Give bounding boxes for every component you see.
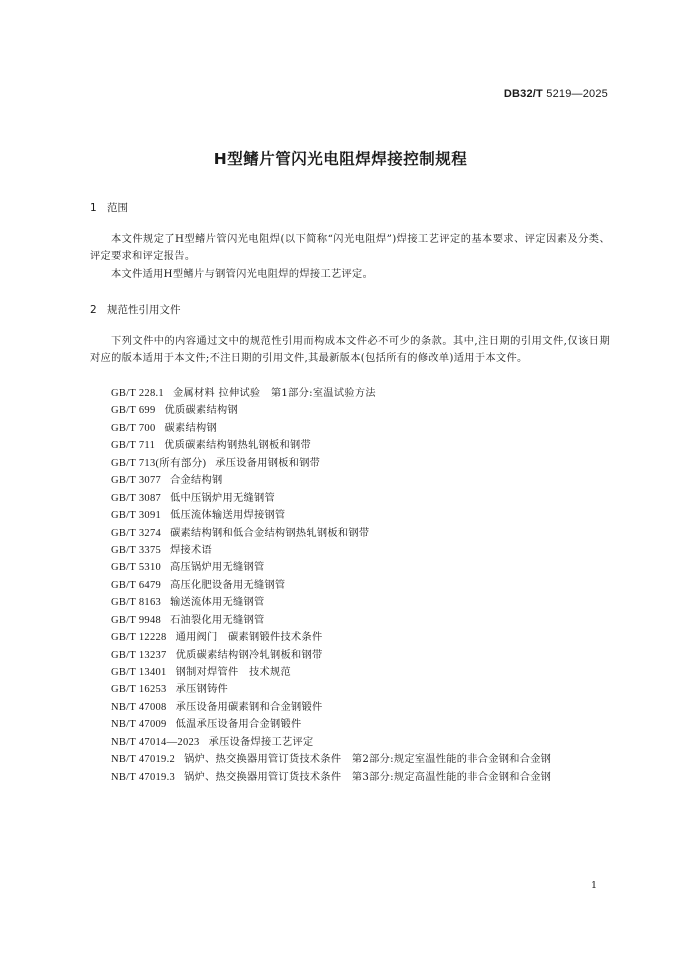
reference-code: GB/T 3091 bbox=[111, 510, 162, 522]
section-1-title: 范围 bbox=[107, 202, 128, 214]
reference-code: GB/T 3375 bbox=[111, 544, 162, 556]
reference-item bbox=[111, 734, 551, 751]
reference-title: 石油裂化用无缝钢管 bbox=[170, 614, 265, 626]
reference-item bbox=[111, 751, 551, 768]
reference-item bbox=[111, 716, 551, 733]
reference-item bbox=[111, 420, 551, 437]
reference-item bbox=[111, 664, 551, 681]
reference-code: NB/T 47009 bbox=[111, 719, 167, 731]
reference-item bbox=[111, 507, 551, 524]
reference-item bbox=[111, 402, 551, 419]
document-code-prefix: DB32/T bbox=[503, 88, 543, 100]
reference-code: GB/T 699 bbox=[111, 405, 156, 417]
reference-title: 金属材料 拉伸试验 第1部分:室温试验方法 bbox=[172, 388, 376, 399]
reference-code: NB/T 47019.2 bbox=[111, 754, 176, 766]
reference-item bbox=[111, 472, 551, 489]
reference-title: 优质碳素结构钢冷轧钢板和钢带 bbox=[175, 649, 323, 661]
normative-reference-list bbox=[111, 385, 551, 786]
reference-item bbox=[111, 594, 551, 611]
reference-code: GB/T 8163 bbox=[111, 597, 162, 609]
section-2-title: 规范性引用文件 bbox=[107, 304, 181, 316]
reference-title: 低压流体输送用焊接钢管 bbox=[170, 510, 286, 522]
document-code-number: 5219—2025 bbox=[546, 88, 608, 100]
reference-item bbox=[111, 699, 551, 716]
section-2-heading bbox=[90, 302, 181, 317]
reference-title: 优质碳素结构钢 bbox=[164, 405, 238, 417]
section-1-number: 1 bbox=[90, 202, 97, 214]
reference-title: 低中压锅炉用无缝钢管 bbox=[170, 492, 275, 504]
reference-item bbox=[111, 559, 551, 576]
reference-code: GB/T 5310 bbox=[111, 562, 162, 574]
reference-code: GB/T 6479 bbox=[111, 579, 162, 591]
page-number: 1 bbox=[590, 880, 597, 891]
reference-code: GB/T 3087 bbox=[111, 492, 162, 504]
reference-item bbox=[111, 525, 551, 542]
reference-code: GB/T 13401 bbox=[111, 667, 167, 678]
reference-item bbox=[111, 542, 551, 559]
section-2-paragraph-intro: 下列文件中的内容通过文中的规范性引用而构成本文件必不可少的条款。其中,注日期的引用文件,仅该日期对应的版本适用于本文件;不注日期的引用文件,其最新版本(包括所有的修改单)适用于本文件。 bbox=[90, 336, 610, 365]
reference-code: GB/T 16253 bbox=[111, 684, 167, 696]
section-1-paragraph-applicability: 本文件适用H型鳍片与钢管闪光电阻焊的焊接工艺评定。 bbox=[111, 269, 374, 280]
document-title: H型鳍片管闪光电阻焊焊接控制规程 bbox=[213, 150, 468, 168]
section-1-paragraph-scope: 本文件规定了H型鳍片管闪光电阻焊(以下简称“闪光电阻焊”)焊接工艺评定的基本要求、评定因素及分类、评定要求和评定报告。 bbox=[90, 234, 610, 263]
reference-item bbox=[111, 437, 551, 454]
reference-code: NB/T 47014—2023 bbox=[111, 736, 200, 748]
reference-item bbox=[111, 490, 551, 507]
reference-title: 钢制对焊管件 技术规范 bbox=[175, 667, 291, 678]
reference-code: GB/T 13237 bbox=[111, 649, 167, 661]
reference-title: 合金结构钢 bbox=[170, 475, 223, 487]
reference-item bbox=[111, 681, 551, 698]
reference-item bbox=[111, 577, 551, 594]
reference-title: 承压钢铸件 bbox=[175, 684, 229, 696]
reference-title: 焊接术语 bbox=[170, 544, 213, 556]
reference-item bbox=[111, 647, 551, 664]
reference-title: 通用阀门 碳素钢锻件技术条件 bbox=[175, 632, 323, 644]
reference-title: 碳素结构钢和低合金结构钢热轧钢板和钢带 bbox=[170, 527, 370, 539]
reference-title: 输送流体用无缝钢管 bbox=[170, 597, 265, 609]
reference-title: 承压设备焊接工艺评定 bbox=[208, 736, 314, 748]
reference-code: GB/T 9948 bbox=[111, 614, 162, 626]
section-1-heading bbox=[90, 200, 128, 215]
reference-code: GB/T 3274 bbox=[111, 527, 162, 539]
reference-title: 锅炉、热交换器用管订货技术条件 第3部分:规定高温性能的非合金钢和合金钢 bbox=[184, 771, 552, 783]
document-code bbox=[504, 88, 608, 100]
reference-code: GB/T 3077 bbox=[111, 475, 162, 487]
reference-title: 承压设备用钢板和钢带 bbox=[215, 457, 321, 469]
reference-code: GB/T 228.1 bbox=[111, 388, 164, 399]
reference-title: 承压设备用碳素钢和合金钢锻件 bbox=[175, 701, 323, 713]
reference-item bbox=[111, 385, 551, 402]
reference-item bbox=[111, 455, 551, 472]
reference-code: NB/T 47019.3 bbox=[111, 771, 176, 783]
reference-title: 低温承压设备用合金钢锻件 bbox=[175, 719, 302, 731]
reference-code: GB/T 700 bbox=[111, 422, 156, 434]
reference-item bbox=[111, 612, 551, 629]
reference-code: GB/T 711 bbox=[111, 440, 156, 452]
reference-item bbox=[111, 769, 551, 786]
reference-code: NB/T 47008 bbox=[111, 701, 167, 713]
section-2-number: 2 bbox=[90, 304, 97, 316]
reference-title: 碳素结构钢 bbox=[164, 422, 217, 434]
reference-title: 高压锅炉用无缝钢管 bbox=[170, 562, 265, 574]
reference-code: GB/T 713(所有部分) bbox=[111, 457, 207, 469]
reference-title: 高压化肥设备用无缝钢管 bbox=[170, 579, 286, 591]
reference-item bbox=[111, 629, 551, 646]
reference-title: 锅炉、热交换器用管订货技术条件 第2部分:规定室温性能的非合金钢和合金钢 bbox=[184, 754, 552, 766]
reference-title: 优质碳素结构钢热轧钢板和钢带 bbox=[164, 440, 311, 452]
reference-code: GB/T 12228 bbox=[111, 632, 167, 644]
